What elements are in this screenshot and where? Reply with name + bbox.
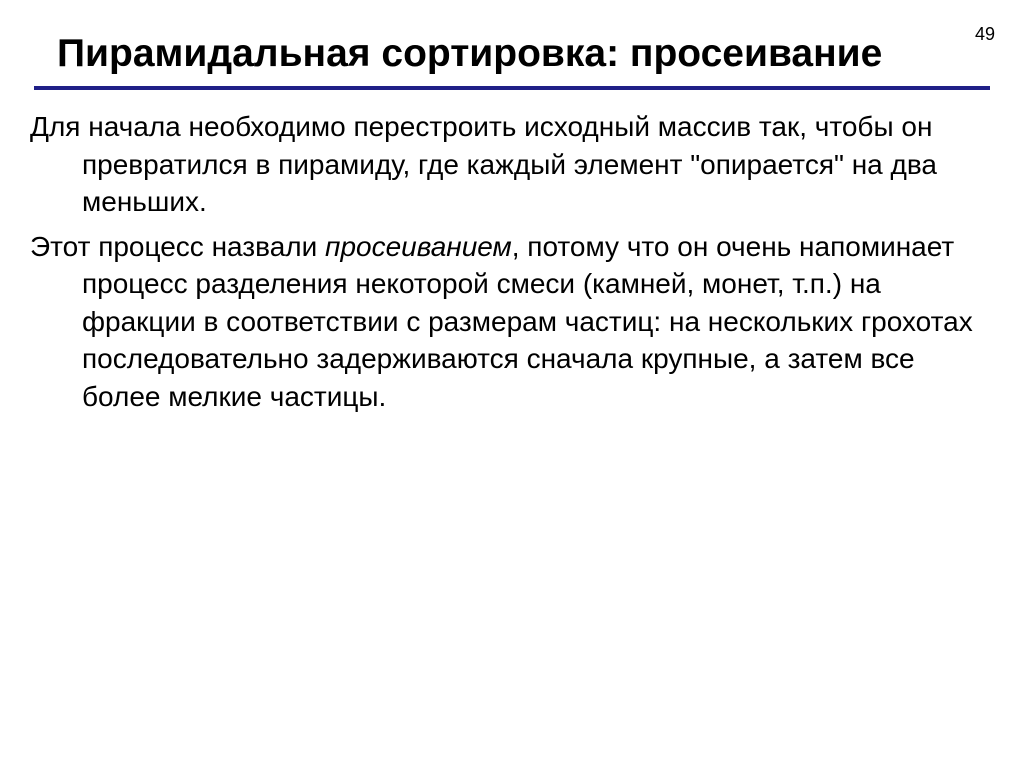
slide-title: Пирамидальная сортировка: просеивание	[57, 32, 883, 75]
slide-number: 49	[975, 24, 996, 44]
paragraph-text-end: , потому что он очень напоминает процесс разделения некоторой смеси (камней, монет, т.п.) на фракции в соответствии с размерам частиц: на нескольких грохотах последовательно задерживаются сначала крупные, а затем все более мелкие частицы.	[82, 230, 973, 412]
title-underline	[34, 86, 990, 90]
slide-body	[30, 108, 990, 415]
paragraph-sifting-definition	[30, 228, 990, 416]
paragraph-text: Для начала необходимо перестроить исходный массив так, чтобы он превратился в пирамиду, где каждый элемент "опирается" на два меньших.	[30, 111, 937, 217]
paragraph-text-start: Этот процесс назвали	[30, 230, 326, 262]
paragraph-heap-construction	[30, 108, 990, 221]
emphasized-term: просеиванием	[325, 230, 512, 262]
